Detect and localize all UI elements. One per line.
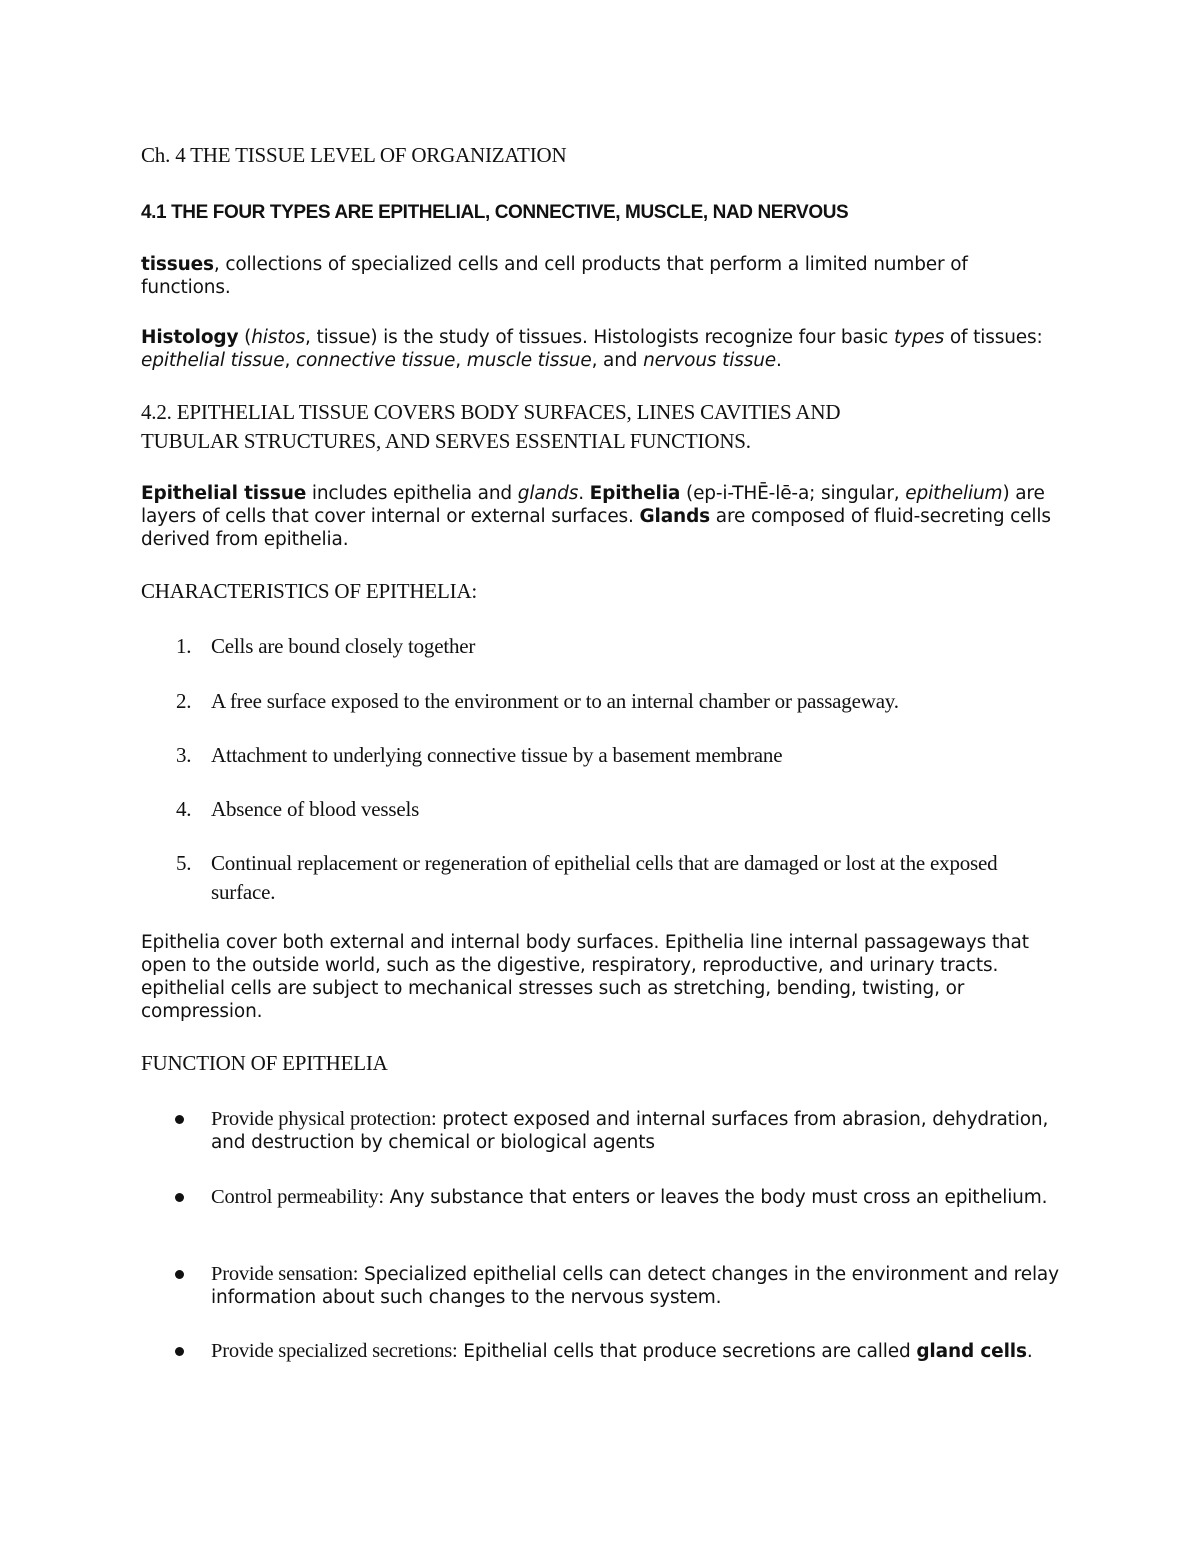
text-fragment: , [455, 350, 467, 371]
term-types: types [893, 327, 945, 348]
text-fragment: are composed of fluid-secreting cells derived from epithelia. [141, 506, 1051, 550]
bullet-description: Epithelial cells that produce secretions are called [457, 1341, 917, 1362]
list-item [141, 1340, 1061, 1386]
list-item [141, 1108, 1061, 1154]
bullet-label: Provide physical protection: [211, 1108, 437, 1130]
bullet-label: Control permeability: [211, 1186, 384, 1208]
section-heading-4-1: 4.1 THE FOUR TYPES ARE EPITHELIAL, CONNECTIVE, MUSCLE, NAD NERVOUS [141, 202, 849, 223]
text-fragment: . [578, 483, 590, 504]
bullet-icon [175, 1270, 184, 1279]
text-fragment: . [1026, 1341, 1033, 1362]
bullet-icon [175, 1115, 184, 1124]
tissues-definition-paragraph [141, 253, 1061, 299]
term-gland-cells: gland cells [916, 1341, 1027, 1362]
list-item-number: 1. [176, 634, 192, 658]
term-epithelia: Epithelia [589, 483, 681, 504]
text-fragment: , and [591, 350, 644, 371]
bullet-label: Provide sensation: [211, 1263, 359, 1285]
text-fragment: . [776, 350, 782, 371]
text-fragment: (ep-i-THĒ-lē-a; singular, [680, 483, 906, 504]
section-heading-4-2-line2: TUBULAR STRUCTURES, AND SERVES ESSENTIAL FUNCTIONS. [141, 429, 751, 453]
list-item-text [211, 1263, 1071, 1309]
histology-paragraph [141, 326, 1061, 372]
term-epithelium: epithelium [905, 483, 1003, 504]
term-glands-bold: Glands [639, 506, 711, 527]
characteristics-heading: CHARACTERISTICS OF EPITHELIA: [141, 579, 478, 603]
section-heading-4-2-line1: 4.2. EPITHELIAL TISSUE COVERS BODY SURFACES, LINES CAVITIES AND [141, 400, 841, 424]
list-item-number: 5. [176, 851, 192, 875]
epithelia-cover-paragraph: Epithelia cover both external and internal body surfaces. Epithelia line internal passageways that open to the outside world, such as the digestive, respiratory, reproductive, and urinary tracts. epithelial cells are subject to mechanical stresses such as stretching, bending, twisting, or compression. [141, 932, 1029, 1022]
bullet-description: protect exposed and internal surfaces from abrasion, dehydration, and destruction by chemical or biological agents [211, 1109, 1049, 1153]
list-item-text [211, 1108, 1071, 1154]
list-item-text: Absence of blood vessels [211, 797, 420, 821]
text-fragment: ) are layers of cells that cover internal or external surfaces. [141, 483, 1045, 527]
text-fragment: of tissues: [944, 327, 1043, 348]
list-item-text: Cells are bound closely together [211, 634, 476, 658]
text-fragment: includes epithelia and [306, 483, 518, 504]
list-item-number: 3. [176, 743, 192, 767]
text-fragment: , [284, 350, 296, 371]
term-epithelial-tissue-bold: Epithelial tissue [141, 483, 307, 504]
term-nervous-tissue: nervous tissue [643, 350, 777, 371]
term-muscle-tissue: muscle tissue [466, 350, 592, 371]
text-fragment: ( [238, 327, 252, 348]
list-item [141, 1263, 1061, 1309]
list-item [141, 1186, 1061, 1232]
list-item-text [211, 1186, 1071, 1209]
list-item-number: 4. [176, 797, 192, 821]
bullet-icon [175, 1347, 184, 1356]
text-fragment: , tissue) is the study of tissues. Histologists recognize four basic [305, 327, 894, 348]
bullet-description: Any substance that enters or leaves the body must cross an epithelium. [383, 1187, 1048, 1208]
list-item [141, 741, 1061, 770]
term-glands-italic: glands [517, 483, 579, 504]
term-histology: Histology [141, 327, 239, 348]
list-item [141, 849, 1061, 907]
epithelial-tissue-paragraph [141, 482, 1061, 551]
list-item-number: 2. [176, 689, 192, 713]
chapter-title: Ch. 4 THE TISSUE LEVEL OF ORGANIZATION [141, 143, 567, 167]
term-histos: histos [251, 327, 306, 348]
term-tissues: tissues [141, 254, 214, 275]
function-heading: FUNCTION OF EPITHELIA [141, 1051, 388, 1075]
list-item [141, 795, 1061, 824]
list-item [141, 632, 1061, 661]
bullet-icon [175, 1193, 184, 1202]
list-item-text: Continual replacement or regeneration of epithelial cells that are damaged or lost at the exposed surface. [211, 851, 998, 904]
list-item-text: A free surface exposed to the environment or to an internal chamber or passageway. [211, 689, 899, 713]
bullet-description: Specialized epithelial cells can detect changes in the environment and relay information about such changes to the nervous system. [211, 1264, 1059, 1308]
bullet-label: Provide specialized secretions: [211, 1340, 458, 1362]
tissues-definition-text: , collections of specialized cells and cell products that perform a limited number of functions. [141, 254, 968, 298]
term-epithelial-tissue: epithelial tissue [141, 350, 285, 371]
section-heading-4-2 [141, 398, 1061, 456]
list-item [141, 687, 1061, 716]
term-connective-tissue: connective tissue [295, 350, 456, 371]
list-item-text [211, 1340, 1071, 1363]
list-item-text: Attachment to underlying connective tissue by a basement membrane [211, 743, 783, 767]
